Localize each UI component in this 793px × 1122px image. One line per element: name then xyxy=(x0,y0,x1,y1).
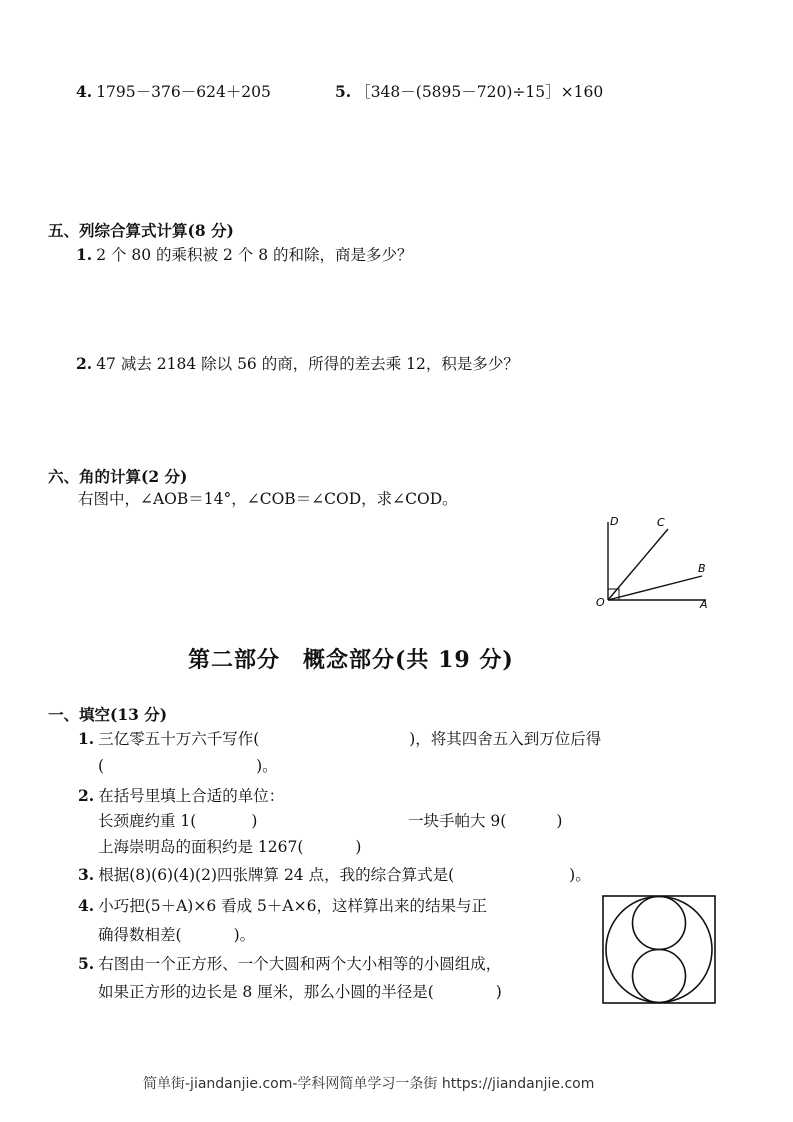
part2-title: 第二部分 概念部分(共 19 分) xyxy=(188,647,514,673)
fill-q2 xyxy=(78,788,284,805)
fill-q2-a-close: ) xyxy=(251,812,258,830)
fill-q2-text: 在括号里填上合适的单位： xyxy=(98,787,285,805)
fill-q1-line1 xyxy=(78,731,601,748)
label-d: D xyxy=(610,515,619,528)
label-b: B xyxy=(698,562,706,575)
small-circle-bottom xyxy=(633,950,686,1003)
fill-q4-line2 xyxy=(98,928,255,944)
fill-q3-number: 3. xyxy=(78,865,95,884)
section5-q1-number: 1. xyxy=(76,245,93,264)
fill-q2-b-close: ) xyxy=(556,812,563,830)
fill-q3 xyxy=(78,867,591,884)
fill-q5-number: 5. xyxy=(78,954,95,973)
section5-q2-text: 47 减去 2184 除以 56 的商，所得的差去乘 12，积是多少？ xyxy=(96,355,519,373)
fill-q4-text-a: 小巧把(5＋A)×6 看成 5＋A×6，这样算出来的结果与正 xyxy=(98,897,487,915)
calc-q5-text: ［348－(5895－720)÷15］×160 xyxy=(355,83,604,101)
fill-q1-text-a: 三亿零五十万六千写作( xyxy=(98,730,260,748)
fill-q2-c-text: 上海崇明岛的面积约是 1267( xyxy=(98,838,304,856)
fill-q5-text-c: ) xyxy=(495,983,502,1001)
fill-q2-c xyxy=(98,840,361,856)
section5-title: 五、列综合算式计算(8 分) xyxy=(48,221,234,240)
fill-q2-b xyxy=(408,814,562,830)
fill-title: 一、填空(13 分) xyxy=(48,705,168,724)
footer-watermark: 简单街-jiandanjie.com-学科网简单学习一条街 https://jiandanjie.com xyxy=(143,1076,595,1092)
fill-q5-text-a: 右图由一个正方形、一个大圆和两个大小相等的小圆组成， xyxy=(98,955,502,973)
calc-q5-number: 5. xyxy=(335,82,352,101)
fill-q5-text-b: 如果正方形的边长是 8 厘米，那么小圆的半径是( xyxy=(98,983,434,1001)
fill-q1-number: 1. xyxy=(78,729,95,748)
section5-q1-text: 2 个 80 的乘积被 2 个 8 的和除，商是多少？ xyxy=(96,246,413,264)
calc-q4-number: 4. xyxy=(76,82,93,101)
calc-q4 xyxy=(76,84,271,101)
fill-q4-text-b: 确得数相差( xyxy=(98,926,182,944)
fill-q2-a xyxy=(98,814,257,830)
fill-q2-number: 2. xyxy=(78,786,95,805)
ray-ob xyxy=(608,576,702,600)
fill-q1-text-c: ( xyxy=(98,757,105,775)
label-o: O xyxy=(596,596,605,609)
angle-diagram xyxy=(590,512,720,612)
fill-q4-line1 xyxy=(78,898,487,915)
section5-q1 xyxy=(76,247,413,264)
section6-title: 六、角的计算(2 分) xyxy=(48,467,188,486)
section5-q2-number: 2. xyxy=(76,354,93,373)
fill-q2-a-text: 长颈鹿约重 1( xyxy=(98,812,197,830)
fill-q5-line2 xyxy=(98,985,502,1001)
fill-q3-text-a: 根据(8)(6)(4)(2)四张牌算 24 点，我的综合算式是( xyxy=(98,866,455,884)
fill-q2-c-close: ) xyxy=(355,838,362,856)
circle-square-diagram xyxy=(601,894,717,1006)
label-a: A xyxy=(700,598,708,611)
fill-q4-number: 4. xyxy=(78,896,95,915)
calc-q4-text: 1795－376－624＋205 xyxy=(96,83,271,101)
calc-q5 xyxy=(335,84,603,101)
fill-q5-line1 xyxy=(78,956,501,973)
section5-q2 xyxy=(76,356,519,373)
label-c: C xyxy=(657,516,665,529)
fill-q2-b-text: 一块手帕大 9( xyxy=(408,812,507,830)
fill-q1-text-b: )，将其四舍五入到万位后得 xyxy=(409,730,602,748)
section6-text: 右图中，∠AOB＝14°，∠COB＝∠COD，求∠COD。 xyxy=(78,490,458,508)
small-circle-top xyxy=(633,897,686,950)
fill-q1-text-d: )。 xyxy=(256,757,278,775)
fill-q1-line2 xyxy=(98,759,278,775)
fill-q4-text-c: )。 xyxy=(233,926,256,944)
fill-q3-text-b: )。 xyxy=(569,866,591,884)
